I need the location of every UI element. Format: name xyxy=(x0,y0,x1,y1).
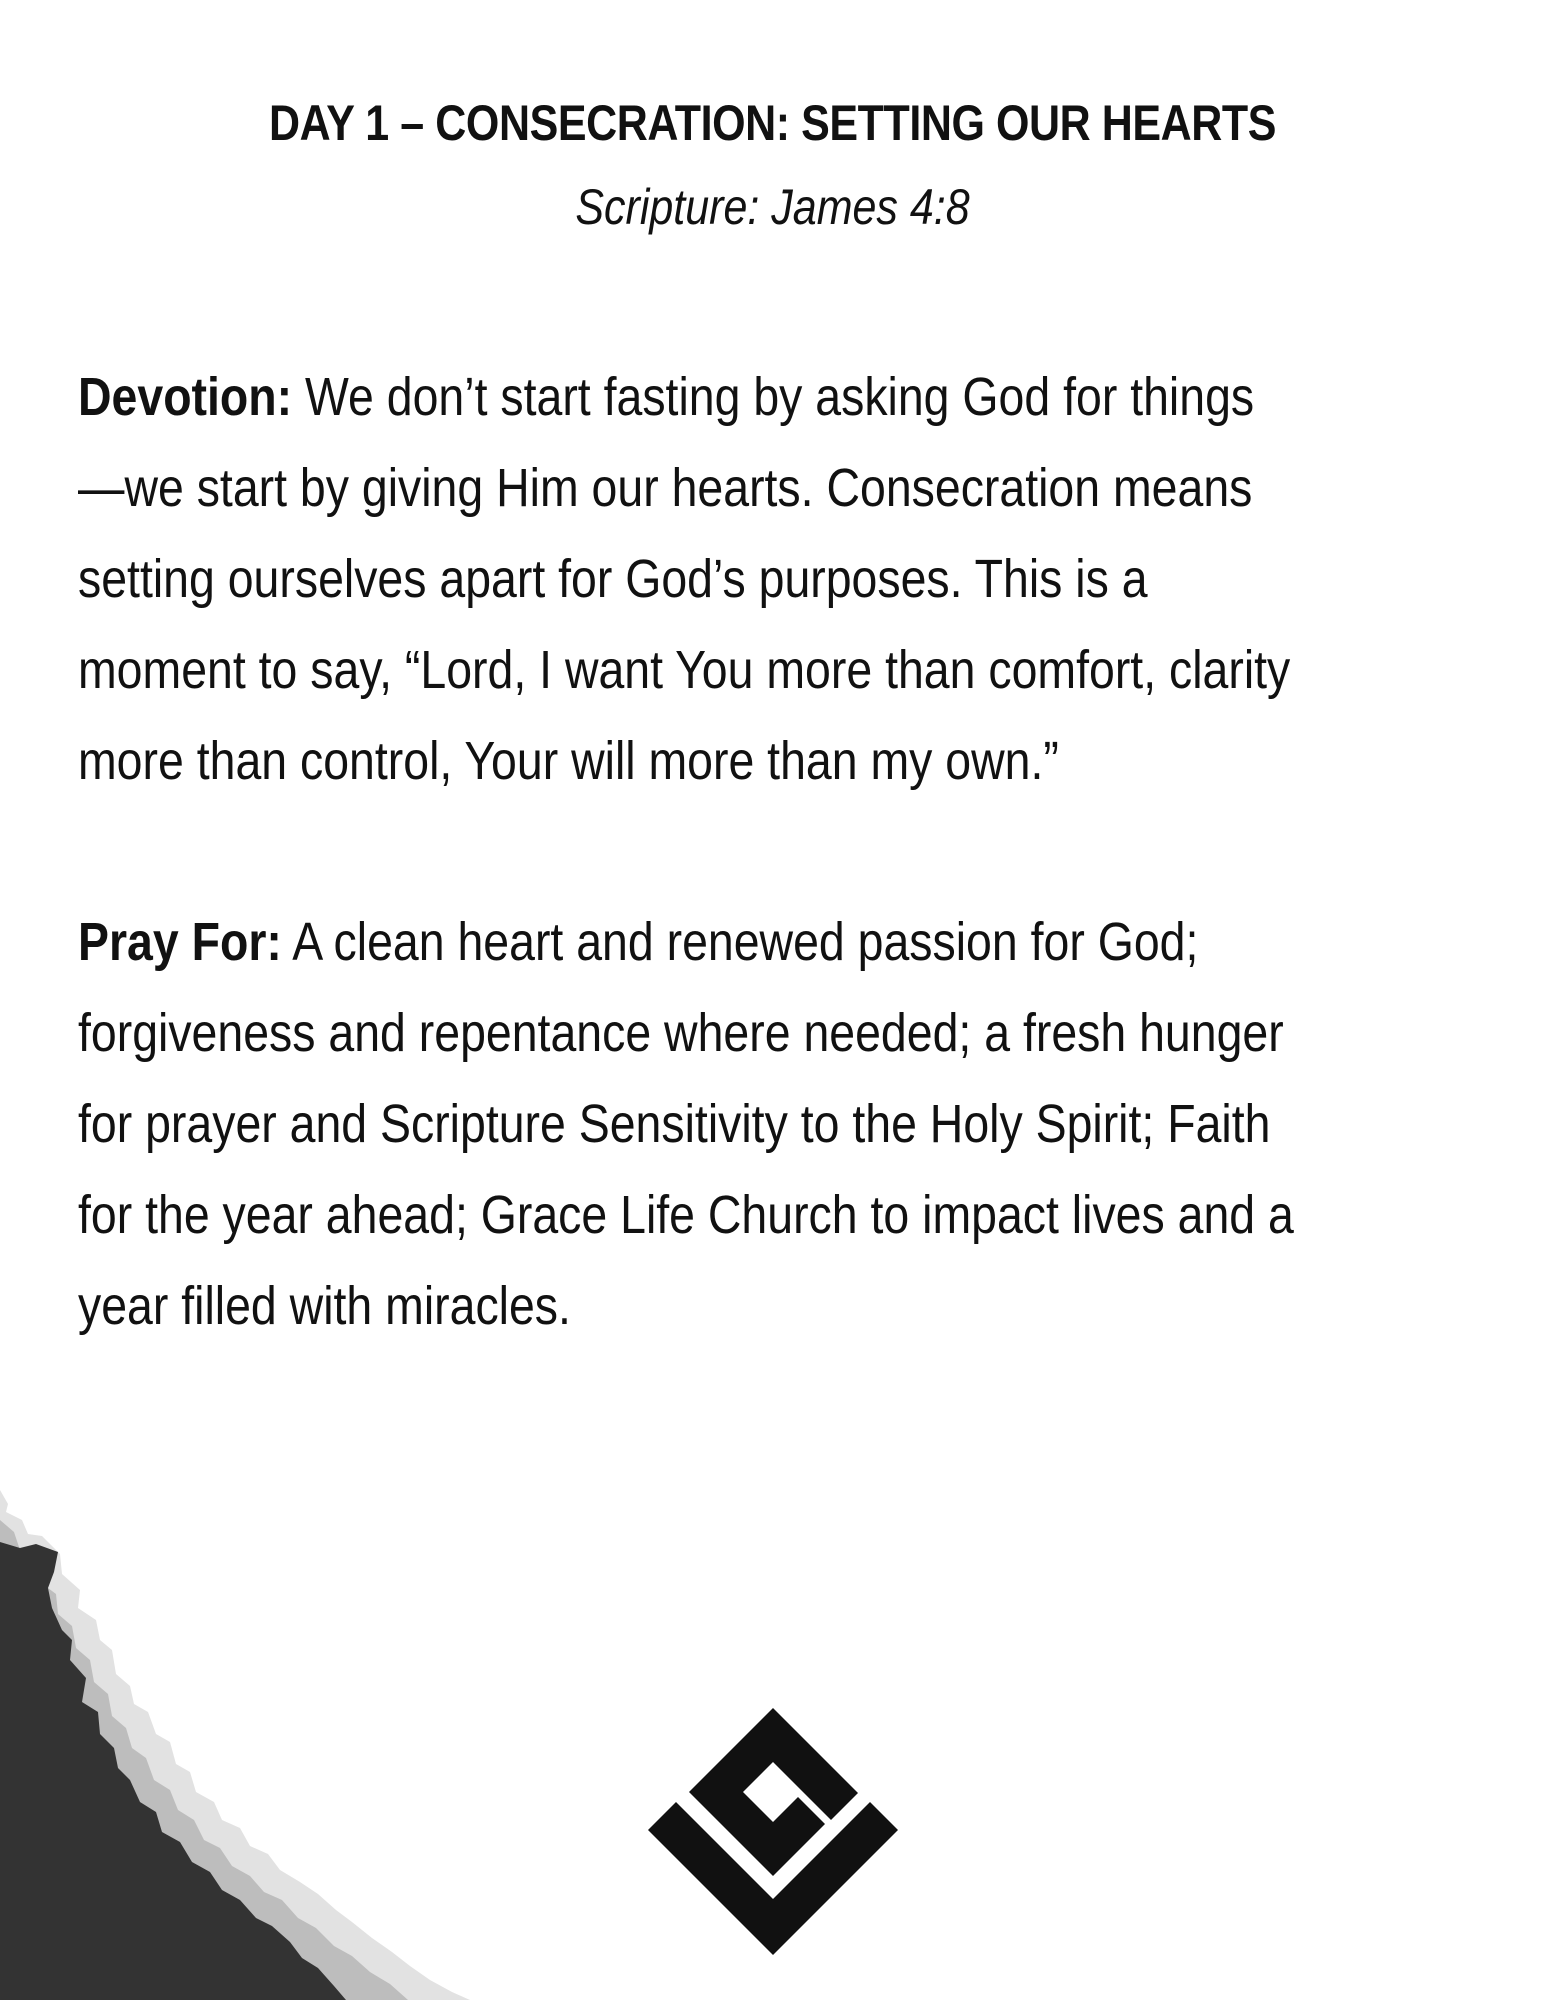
scripture-reference: Scripture: James 4:8 xyxy=(575,179,970,235)
prayer-label: Pray For: xyxy=(78,912,282,972)
page-title: DAY 1 – CONSECRATION: SETTING OUR HEARTS xyxy=(269,95,1276,151)
prayer-paragraph xyxy=(78,897,1299,1352)
prayer-text: A clean heart and renewed passion for God; forgiveness and repentance where needed; a fresh hunger for prayer and Scripture Sensitivity to the Holy Spirit; Faith for the year ahead; Grace Life Church to impact lives and a year filled with miracles. xyxy=(78,912,1294,1336)
devotion-label: Devotion: xyxy=(78,367,293,427)
page-header xyxy=(0,88,1545,240)
grace-life-church-logo-icon xyxy=(648,1708,898,1958)
torn-paper-decoration xyxy=(0,1490,500,2000)
devotion-paragraph xyxy=(78,352,1299,807)
devotion-text: We don’t start fasting by asking God for things—we start by giving Him our hearts. Consecration means setting ourselves apart for God’s purposes. This is a moment to say, “Lord, I want You more than comfort, clarity more than control, Your will more than my own.” xyxy=(78,367,1291,791)
